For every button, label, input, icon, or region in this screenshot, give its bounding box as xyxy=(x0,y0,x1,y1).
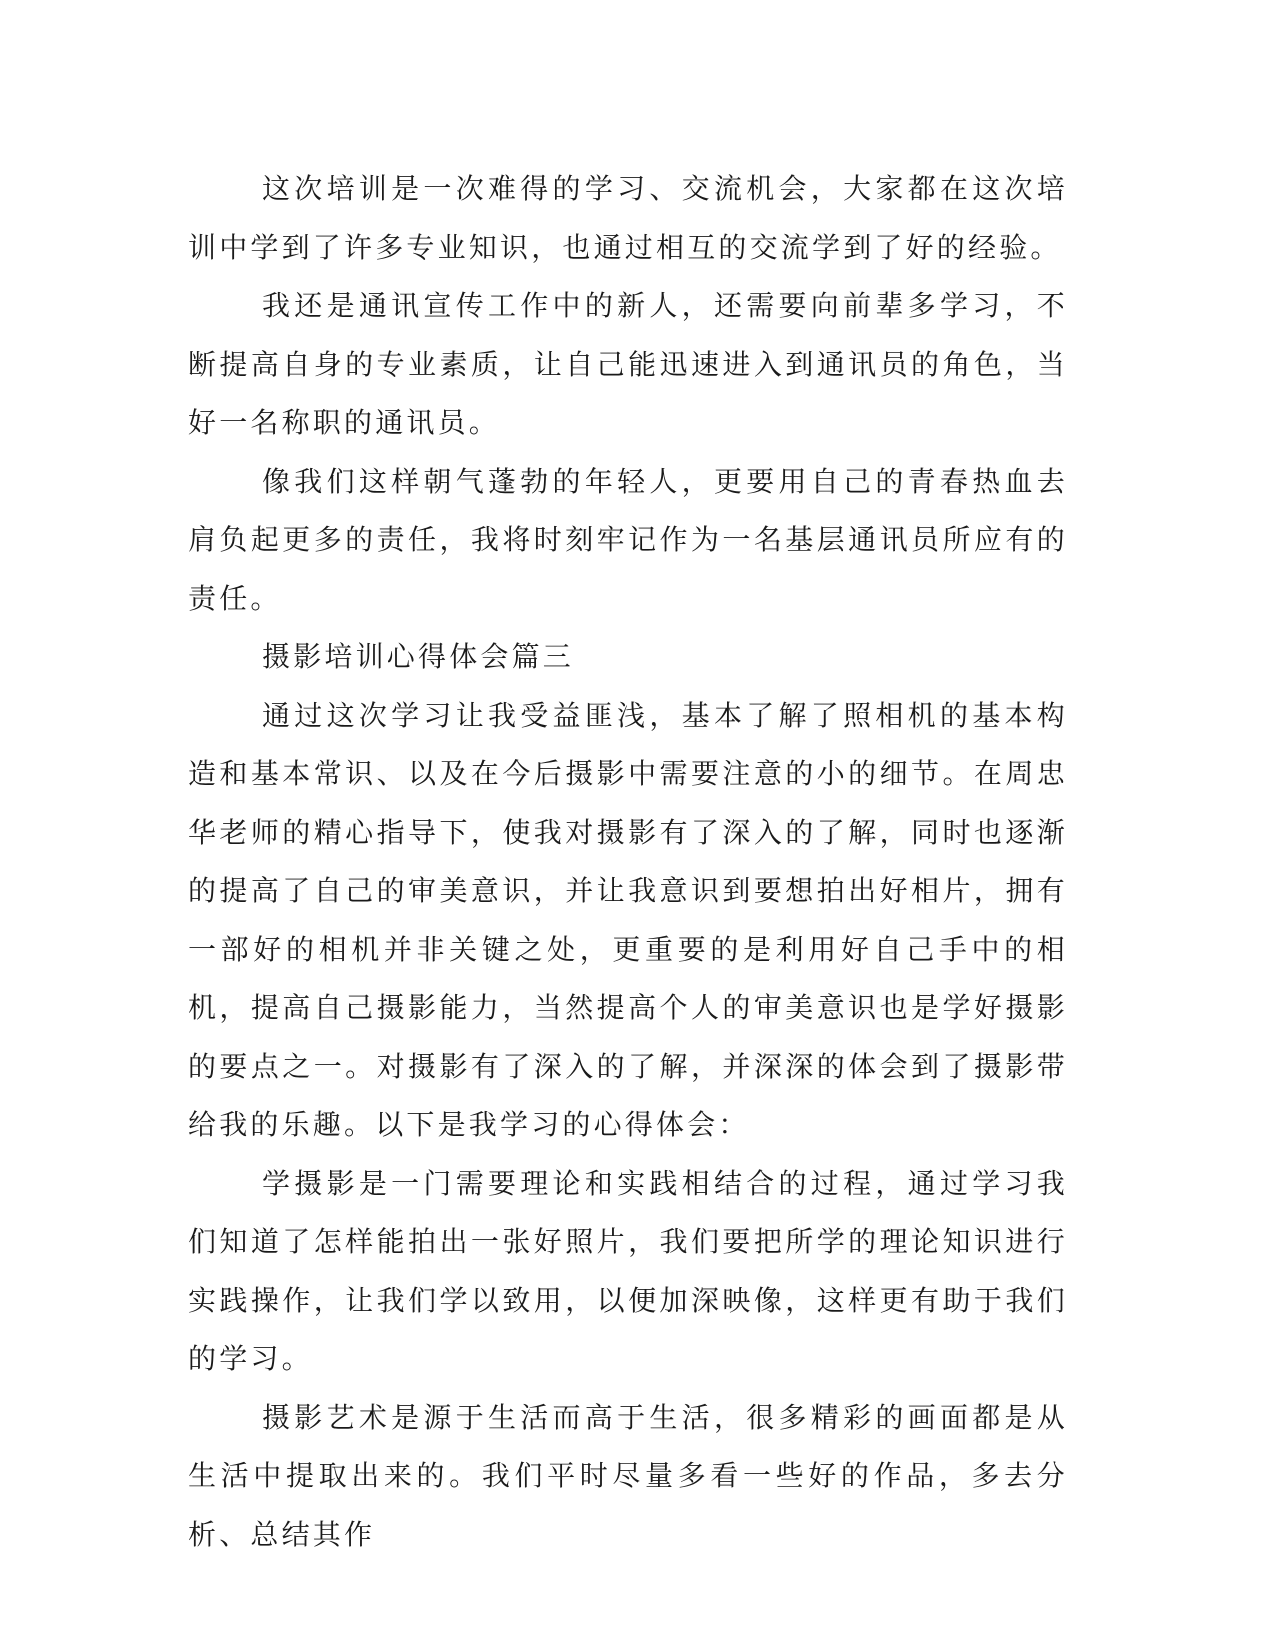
document-body xyxy=(188,160,1068,1564)
paragraph-art-from-life: 摄影艺术是源于生活而高于生活，很多精彩的画面都是从生活中提取出来的。我们平时尽量多看一些好的作品，多去分析、总结其作 xyxy=(188,1400,1068,1551)
paragraph-learning-benefits: 通过这次学习让我受益匪浅，基本了解了照相机的基本构造和基本常识、以及在今后摄影中需要注意的小的细节。在周忠华老师的精心指导下，使我对摄影有了深入的了解，同时也逐渐的提高了自己的审美意识，并让我意识到要想拍出好相片，拥有一部好的相机并非关键之处，更重要的是利用好自己手中的相机，提高自己摄影能力，当然提高个人的审美意识也是学好摄影的要点之一。对摄影有了深入的了解，并深深的体会到了摄影带给我的乐趣。以下是我学习的心得体会： xyxy=(188,698,1068,1141)
paragraph-training-opportunity: 这次培训是一次难得的学习、交流机会，大家都在这次培训中学到了许多专业知识，也通过相互的交流学到了好的经验。 xyxy=(188,172,1068,264)
paragraph-responsibility: 像我们这样朝气蓬勃的年轻人，更要用自己的青春热血去肩负起更多的责任，我将时刻牢记作为一名基层通讯员所应有的责任。 xyxy=(188,464,1068,615)
section-title: 摄影培训心得体会篇三 xyxy=(262,640,575,673)
paragraph-theory-practice: 学摄影是一门需要理论和实践相结合的过程，通过学习我们知道了怎样能拍出一张好照片，我们要把所学的理论知识进行实践操作，让我们学以致用，以便加深映像，这样更有助于我们的学习。 xyxy=(188,1166,1068,1375)
paragraph-newcomer: 我还是通讯宣传工作中的新人，还需要向前辈多学习，不断提高自身的专业素质，让自己能迅速进入到通讯员的角色，当好一名称职的通讯员。 xyxy=(188,289,1068,439)
